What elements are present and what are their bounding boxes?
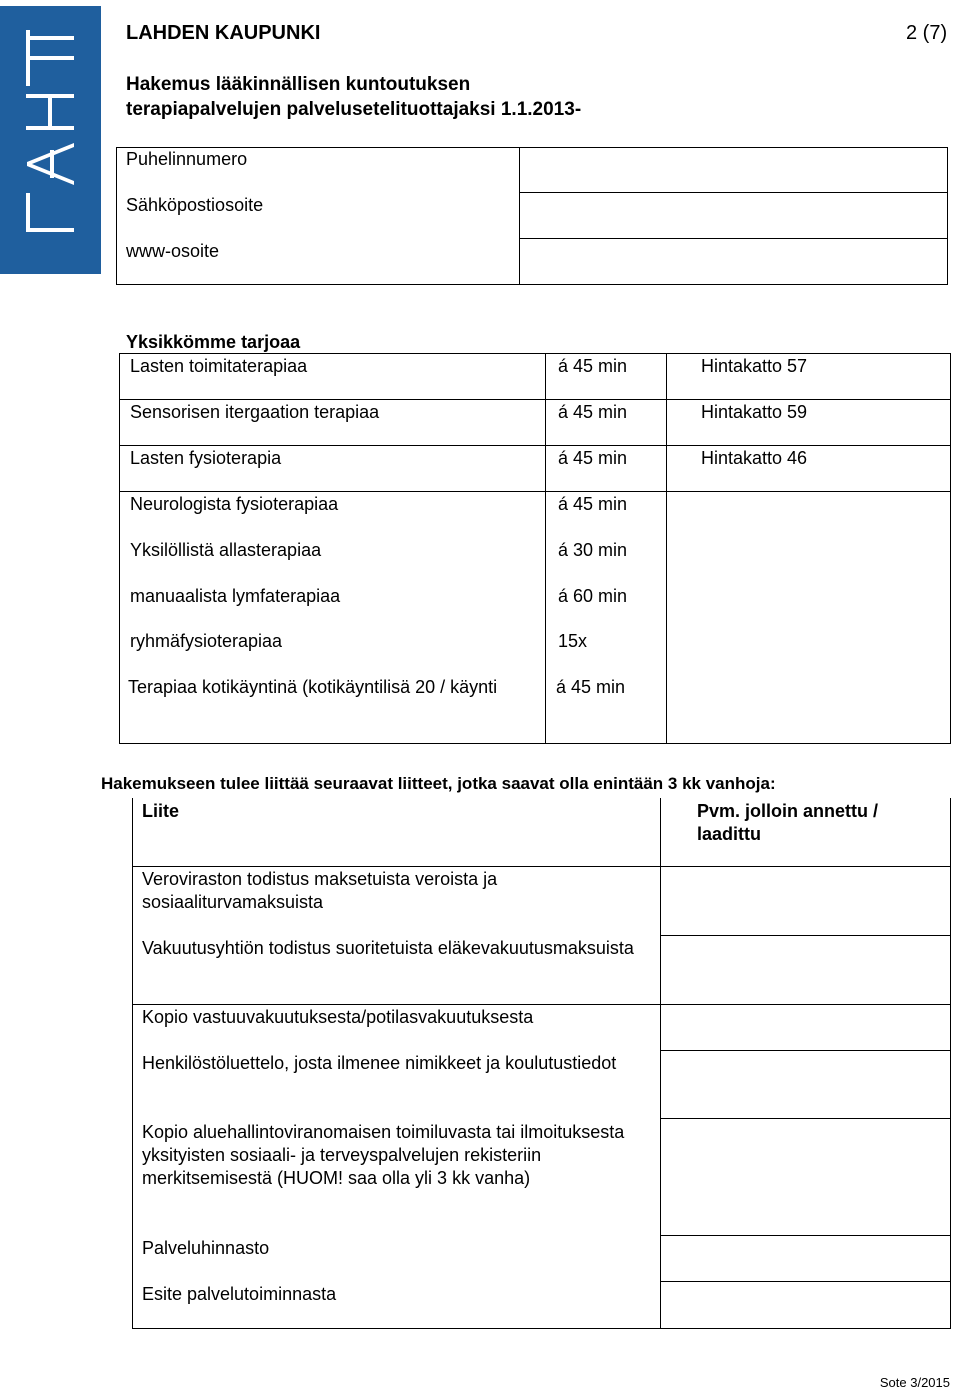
attachment-name: Kopio vastuuvakuutuksesta/potilasvakuutuksesta [142,1007,534,1027]
footer-code: Sote 3/2015 [879,1375,950,1390]
service-name: Neurologista fysioterapiaa [130,494,339,514]
page-number: 2 (7) [906,22,948,44]
column-header-date: Pvm. jolloin annettu / laadittu [697,801,879,844]
column-header-attachment: Liite [142,801,180,821]
contact-label-email: Sähköpostiosoite [126,195,264,215]
title-line-2: terapiapalvelujen palvelusetelituottajaksi 1.1.2013- [126,99,582,120]
service-name: ryhmäfysioterapiaa [130,631,283,651]
services-heading: Yksikkömme tarjoaa [126,332,301,352]
service-duration: á 60 min [558,586,628,606]
service-duration: á 45 min [558,448,628,468]
contact-label-website: www-osoite [126,241,220,261]
contact-label-phone: Puhelinnumero [126,149,248,169]
service-duration: á 45 min [558,494,628,514]
service-name: Lasten toimitaterapiaa [130,356,308,376]
lahti-logo [0,6,101,274]
attachment-name: Henkilöstöluettelo, josta ilmenee nimikkeet ja koulutustiedot [142,1053,617,1073]
attachments-heading: Hakemukseen tulee liittää seuraavat liitteet, jotka saavat olla enintään 3 kk vanhoja: [101,774,776,793]
service-name: manuaalista lymfaterapiaa [130,586,341,606]
service-duration: á 45 min [556,677,626,697]
service-duration: 15x [558,631,588,651]
document-title [126,72,826,122]
service-duration: á 45 min [558,402,628,422]
attachment-name: Esite palvelutoiminnasta [142,1284,337,1304]
service-price: Hintakatto 57 [701,356,808,376]
service-name: Lasten fysioterapia [130,448,282,468]
service-duration: á 45 min [558,356,628,376]
attachment-name: Vakuutusyhtiön todistus suoritetuista eläkevakuutusmaksuista [142,938,634,958]
service-name: Yksilöllistä allasterapiaa [130,540,322,560]
service-name: Terapiaa kotikäyntinä (kotikäyntilisä 20 / käynti [128,677,498,697]
attachment-name: Kopio aluehallintoviranomaisen toimiluvasta tai ilmoituksesta yksityisten sosiaali- ja terveyspalvelujen rekisteriin merkitsemisestä (HUOM! saa olla yli 3 kk vanha) [142,1122,625,1188]
service-price: Hintakatto 59 [701,402,808,422]
service-price: Hintakatto 46 [701,448,808,468]
title-line-1: Hakemus lääkinnällisen kuntoutuksen [126,74,471,95]
attachment-name: Veroviraston todistus maksetuista veroista ja sosiaaliturvamaksuista [142,869,498,912]
service-duration: á 30 min [558,540,628,560]
organization-name: LAHDEN KAUPUNKI [126,22,321,44]
service-name: Sensorisen itergaation terapiaa [130,402,380,422]
attachment-name: Palveluhinnasto [142,1238,270,1258]
